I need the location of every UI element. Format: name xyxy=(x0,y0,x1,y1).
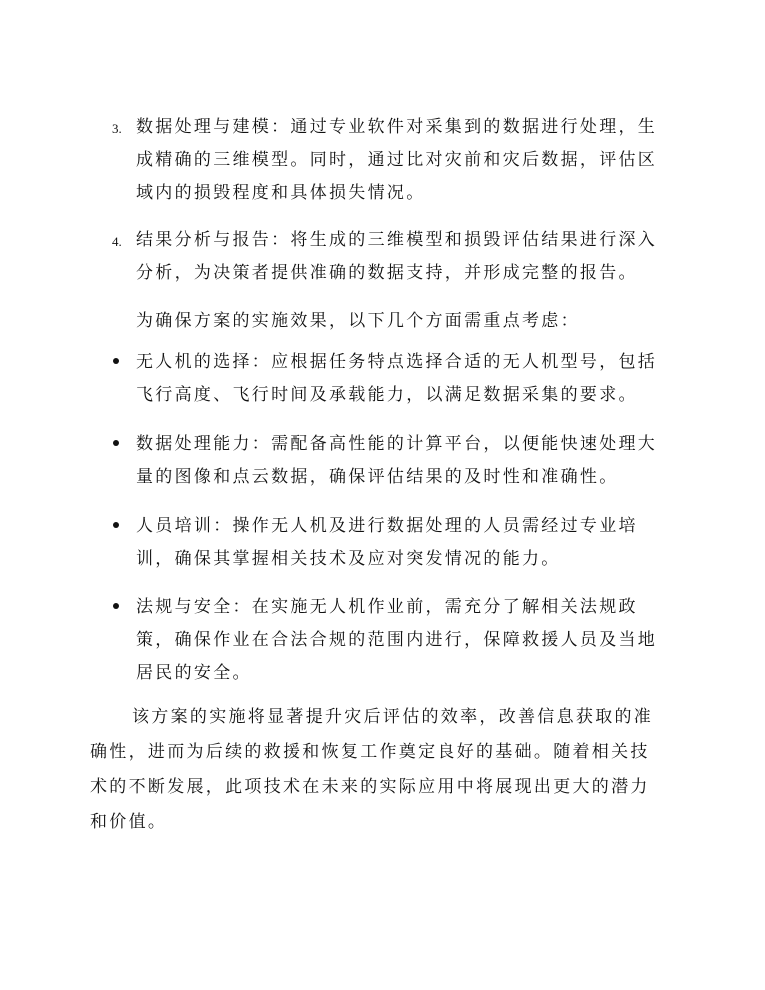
list-item-line: 居民的安全。 xyxy=(136,663,252,683)
list-item-line: 无人机的选择：应根据任务特点选择合适的无人机型号，包括 xyxy=(136,352,658,372)
list-item-line: 数据处理能力：需配备高性能的计算平台，以便能快速处理大 xyxy=(136,434,658,454)
paragraph-line: 术的不断发展，此项技术在未来的实际应用中将展现出更大的潜力 xyxy=(90,777,650,797)
list-item-line: 策，确保作业在合法合规的范围内进行，保障救援人员及当地 xyxy=(136,630,658,650)
list-item-line: 法规与安全：在实施无人机作业前，需充分了解相关法规政 xyxy=(136,597,638,617)
list-item-line: 结果分析与报告：将生成的三维模型和损毁评估结果进行深入 xyxy=(136,230,658,250)
paragraph-line: 确性，进而为后续的救援和恢复工作奠定良好的基础。随着相关技 xyxy=(90,742,650,762)
list-number: 3. xyxy=(112,121,122,136)
list-item-line: 飞行高度、飞行时间及承载能力，以满足数据采集的要求。 xyxy=(136,385,638,405)
paragraph-line: 和价值。 xyxy=(90,812,168,832)
list-item-line: 训，确保其掌握相关技术及应对突发情况的能力。 xyxy=(136,549,561,569)
list-number: 4. xyxy=(112,234,122,249)
list-item-line: 域内的损毁程度和具体损失情况。 xyxy=(136,183,426,203)
intro-sentence: 为确保方案的实施效果，以下几个方面需重点考虑： xyxy=(136,311,580,331)
list-item-line: 成精确的三维模型。同时，通过比对灾前和灾后数据，评估区 xyxy=(136,150,658,170)
list-item-line: 人员培训：操作无人机及进行数据处理的人员需经过专业培 xyxy=(136,516,638,536)
paragraph-line: 该方案的实施将显著提升灾后评估的效率，改善信息获取的准 xyxy=(132,707,654,727)
bullet-marker xyxy=(113,358,119,364)
list-item-line: 数据处理与建模：通过专业软件对采集到的数据进行处理，生 xyxy=(136,117,658,137)
bullet-marker xyxy=(113,440,119,446)
list-item-line: 量的图像和点云数据，确保评估结果的及时性和准确性。 xyxy=(136,467,619,487)
list-item-line: 分析，为决策者提供准确的数据支持，并形成完整的报告。 xyxy=(136,263,638,283)
bullet-marker xyxy=(113,522,119,528)
bullet-marker xyxy=(113,603,119,609)
